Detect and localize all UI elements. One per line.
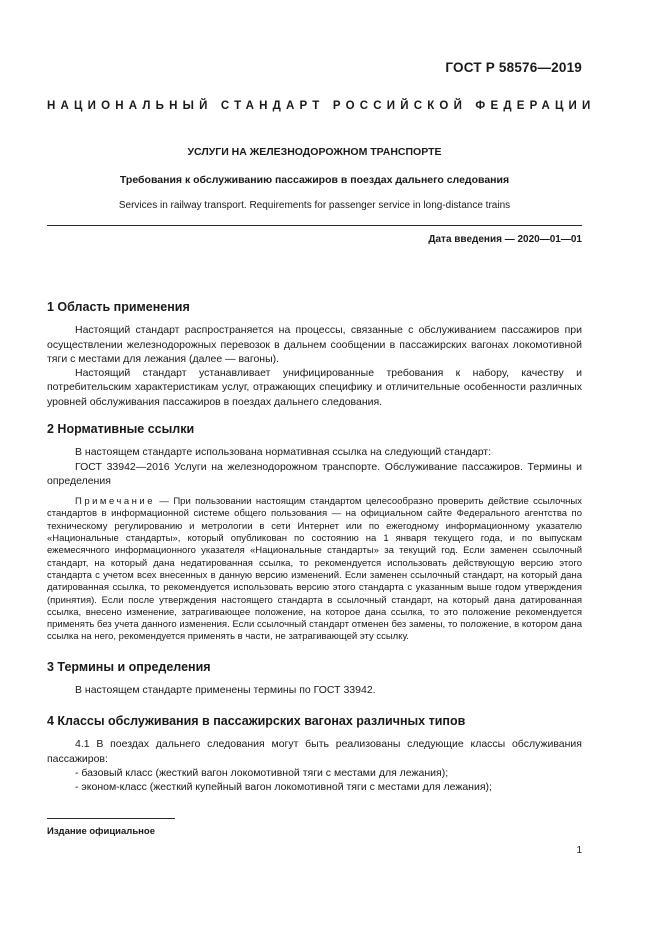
official-edition-label: Издание официальное [47,826,155,837]
note-text: — При пользовании настоящим стандартом целесообразно проверить действие ссылочных стандартов в информационной системе общего пользования — на официальном сайте Федерального агентства по техническому регулированию и метрологии в сети Интернет или по ежегодному информационному указателю «Национальные стандарты», который опубликован по состоянию на 1 января текущего года, и по выпускам ежемесячного информационного указателя «Национальные стандарты» за текущий год. Если заменен ссылочный стандарт, на который дана недатированная ссылка, то рекомендуется использовать действующую версию этого стандарта с учетом всех внесенных в данную версию изменений. Если заменен ссылочный стандарт, на который дана датированная ссылка, то рекомендуется использовать версию этого стандарта с указанным выше годом утверждения (принятия). Если после утверждения настоящего стандарта в ссылочный стандарт, на который дана датированная ссылка, внесено изменение, затрагивающее положение, на которое дана ссылка, то это положение рекомендуется применять без учета данного изменения. Если ссылочный стандарт отменен без замены, то положение, в котором дана ссылка на него, рекомендуется применять в части, не затрагивающей эту ссылку. [47,496,582,643]
introduction-date: Дата введения — 2020—01—01 [428,234,582,245]
list-item: - эконом-класс (жесткий купейный вагон локомотивной тяги с местами для лежания); [75,781,492,794]
title-divider [47,225,582,226]
section-heading: 4 Классы обслуживания в пассажирских вагонах различных типов [47,714,466,728]
paragraph: В настоящем стандарте применены термины по ГОСТ 33942. [75,684,376,697]
paragraph: Настоящий стандарт устанавливает унифицированные требования к набору, качеству и потребительским характеристикам услуг, отражающих специфику и отличительные особенности различных уровней обслуживания пассажиров в поездах дальнего следования. [47,367,582,408]
note-label: Примечание [75,496,155,508]
document-subtitle: Требования к обслуживанию пассажиров в поездах дальнего следования [119,174,510,186]
english-title: Services in railway transport. Requirements for passenger service in long-distance trains [118,200,511,211]
paragraph: Настоящий стандарт распространяется на процессы, связанные с обслуживанием пассажиров при осуществлении железнодорожных перевозок в дальнем сообщении в пассажирских вагонах локомотивной тяги с местами для лежания (далее — вагоны). [47,324,582,365]
paragraph: ГОСТ 33942—2016 Услуги на железнодорожном транспорте. Обслуживание пассажиров. Термины и определения [47,460,582,487]
national-standard-banner: НАЦИОНАЛЬНЫЙ СТАНДАРТ РОССИЙСКОЙ ФЕДЕРАЦИИ [47,100,596,112]
list-item: - базовый класс (жесткий вагон локомотивной тяги с местами для лежания); [75,766,449,779]
section-terms [47,660,582,698]
section-heading: 1 Область применения [47,300,190,314]
paragraph: 4.1 В поездах дальнего следования могут быть реализованы следующие классы обслуживания пассажиров: [47,738,582,765]
paragraph: В настоящем стандарте использована нормативная ссылка на следующий стандарт: [75,446,492,459]
page-number: 1 [576,845,582,856]
section-heading: 3 Термины и определения [47,660,211,674]
section-service-classes [47,714,582,794]
footer-divider [47,818,175,819]
document-title: УСЛУГИ НА ЖЕЛЕЗНОДОРОЖНОМ ТРАНСПОРТЕ [187,146,442,158]
note [47,496,582,644]
section-heading: 2 Нормативные ссылки [47,422,195,436]
section-normative-references [47,422,582,644]
document-code: ГОСТ Р 58576—2019 [445,60,582,75]
section-scope [47,300,582,409]
